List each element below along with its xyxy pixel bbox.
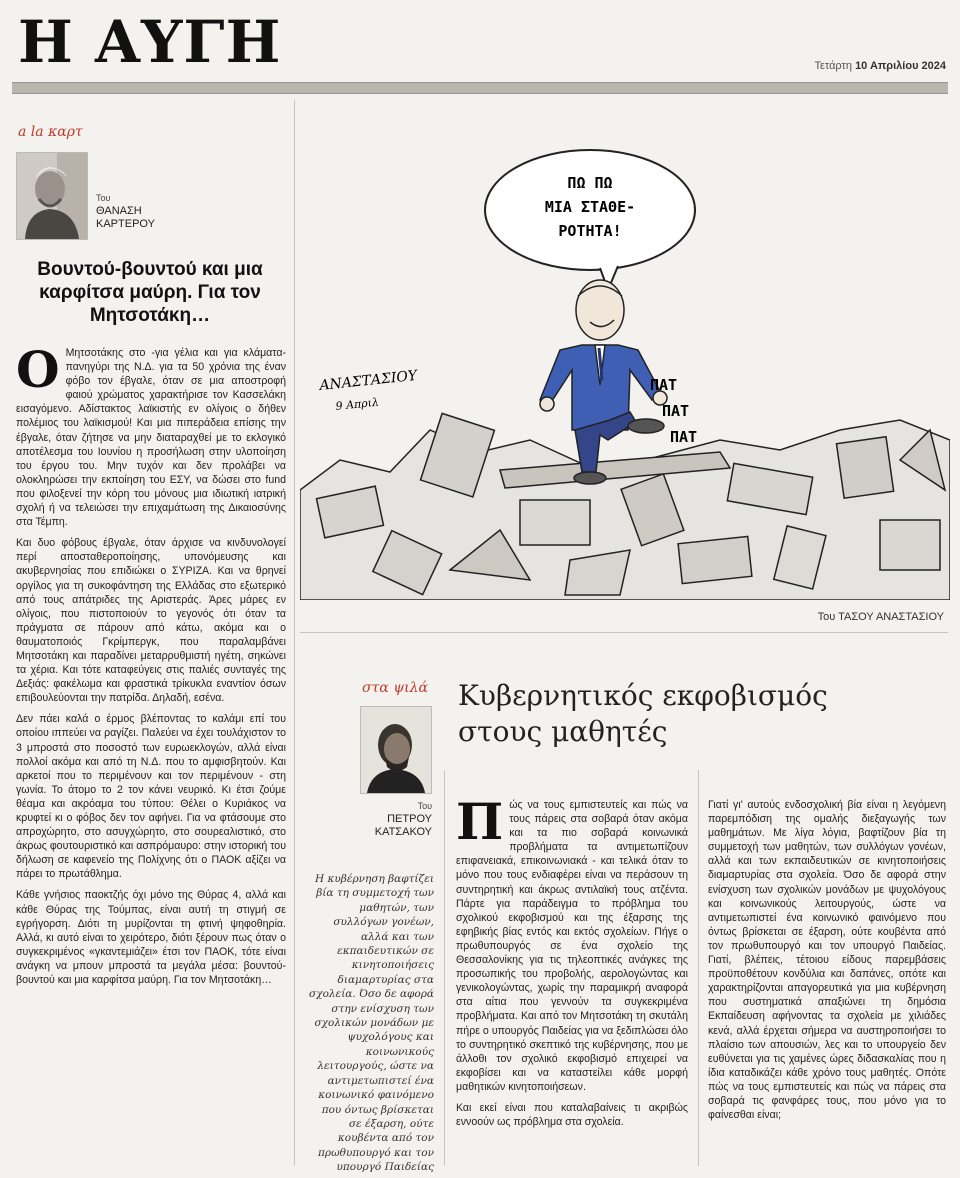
author-portrait	[16, 152, 88, 240]
right-paragraph-1	[456, 792, 688, 1094]
author-byline	[96, 192, 155, 231]
author-last-name: ΚΑΡΤΕΡΟΥ	[96, 218, 155, 230]
rubble-pile	[300, 413, 950, 600]
signature-name: ΑΝΑΣΤΑΣΙΟΥ	[318, 367, 418, 394]
date-rest: 10 Απριλίου 2024	[855, 60, 946, 72]
sound-line-2: ΠΑΤ	[662, 402, 690, 420]
speech-line-3: ΡΟΤΗΤΑ!	[558, 222, 622, 240]
credit-prefix: Του	[817, 611, 836, 623]
right-dropcap: Π	[456, 792, 504, 851]
cartoon-divider	[300, 632, 948, 633]
left-paragraph-3: Δεν πάει καλά ο έρμος βλέποντας το καλάμι επί του οποίου ιππεύει να ραγίζει. Παλεύει να έχει τουλάχιστον το 3 μπροστά στο ποσοστό των ευρωεκλογών, αλλά είναι πολλοί ακόμα και από τη Ν.Δ. που το αμφισβητούν. Και αρκετοί που το περιμένουν και τον περιμένουν - στη γωνία. Το άτομο το 2 τον κάνει νευρικό. Κι έτσι ζούμε θέαμα και ακρόαμα του τύπου: Θέλει ο Κυριάκος να κρυφτεί κι ο φόβος δεν τον αφήνει. Για να φτάσουμε στο απροχώρητο, στο ασυγχώρητο, στο σουρεαλιστικό, στο άκρως φουτουριστικό και ασπρόμαυρο: στην ιστορική του δήλωση σε καφενείο της Πολίχνης ότι ο ΠΑΟΚ αξίζει να πάρει το πρωτάθλημα.	[16, 713, 286, 881]
body-column-divider	[698, 770, 699, 1166]
byline-prefix: Του	[96, 193, 111, 203]
left-column-divider	[294, 100, 295, 1166]
right-author-first-name: ΠΕΤΡΟΥ	[387, 813, 432, 825]
sound-effect-text	[650, 376, 697, 446]
sound-line-3: ΠΑΤ	[670, 428, 698, 446]
date-day: Τετάρτη	[814, 60, 852, 72]
right-headline	[458, 678, 938, 750]
right-paragraph-3: Γιατί γι' αυτούς ενδοσχολική βία είναι η λεγόμενη παρεμπόδιση της ομαλής διεξαγωγής των μαθημάτων. Με λίγα λόγια, βαφτίζουν βία τη συμμετοχή των μαθητών, των συλλόγων γονέων, αλλά και των εκπαιδευτικών σε κινητοποιήσεις διαμαρτυρίας στα σχολεία. Όσο δε αφορά στην ενίσχυση των σχολικών μονάδων με ψυχολόγους και κοινωνικούς λειτουργούς, ώστε να αντιμετωπιστεί ένα κοινωνικό φαινόμενο που όντως βρίσκεται σε έξαρση, ούτε κουβέντα από τον πρωθυπουργό και τον υπουργό Παιδείας. Γιατί, βλέπεις, τέτοιου είδους παρεμβάσεις προϋποθέτουν κονδύλια και δαπάνες, οπότε και χαρακτηρίζονται απαγορευτικά για μια κυβέρνηση που συστηματικά απαξιώνει τη δημόσια Εκπαίδευση αφήνοντας τα σχολεία με χιλιάδες κενά, αλλά έρχεται σήμερα να αυστηροποιήσει το πλαίσιο των απουσιών, λες και το υπουργείο δεν ευθύνεται για τις χαμένες ώρες διδασκαλίας που η ίδια καταδικάζει κάθε χρόνο τους μαθητές. Οπότε πώς να τους εμπιστευτείς και πώς να πάρεις στα σοβαρά τις φανφάρες τους, που μόνο για το φαίνεσθαι είναι;	[708, 799, 946, 1122]
author-photo-icon	[17, 153, 87, 239]
left-paragraph-1	[16, 340, 286, 529]
signature-date: 9 Απριλ	[334, 395, 380, 413]
cartoon-credit	[818, 611, 944, 623]
right-paragraph-2: Και εκεί είναι που καταλαβαίνεις τι ακριβώς εννοούν ως πρόβλημα στα σχολεία.	[456, 1101, 688, 1129]
pull-quote: Η κυβέρνηση βαφτίζει βία τη συμμετοχή των μαθητών, των συλλόγων γονέων, αλλά και των εκπαιδευτικών σε κινητοποιήσεις διαμαρτυρίας στα σχολεία. Όσο δε αφορά στην ενίσχυση των σχολικών μονάδων με ψυχολόγους και κοινωνικούς λειτουργούς, ώστε να αντιμετωπιστεί ένα κοινωνικό φαινόμενο που όντως βρίσκεται σε έξαρση, ούτε κουβέντα από τον πρωθυπουργό και τον υπουργό Παιδείας	[309, 873, 434, 1174]
sound-line-1: ΠΑΤ	[650, 376, 678, 394]
credit-name: ΤΑΣΟΥ ΑΝΑΣΤΑΣΙΟΥ	[838, 611, 944, 623]
right-headline-line-1: Κυβερνητικός εκφοβισμός	[458, 679, 828, 712]
left-paragraph-2: Και δυο φόβους έβγαλε, όταν άρχισε να κινδυνολογεί περί αποσταθεροποίησης, υπονόμευσης και ακυβερνησίας που επιδιώκει ο ΣΥΡΙΖΑ. Και να θρηνεί οργίλος για τη συκοφάντηση της Ελλάδας στο εξωτερικό από τους απάτριδες της Αριστεράς. Άρες μάρες εν ολίγοις, που πιστοποιούν το γεγονός ότι όταν τα πράγματα σε πάρουν από κάτω, ακόμα και ο θαυματοποιός Γκρίμπεργκ, που παραλαμβάνει Μητσοτάκη και παραδίνει μεταρρυθμιστή ηγέτη, σηκώνει τα χέρια. Και τότε καταφεύγεις στις παλιές συνταγές της Δεξιάς: φακέλωμα και φραστικά τρίκυκλα εναντίον όσων επιβουλεύονται την πατρίδα. Δηλαδή, εσένα.	[16, 537, 286, 705]
left-paragraph-1-text: Μητσοτάκης στο -για γέλια και για κλάματα- πανηγύρι της Ν.Δ. για τα 50 χρόνια της έναν φόβο τον έβγαλε, όταν σε μια αποστροφή φαιού χρώματος χαρακτήρισε τον Κασσελάκη εισαγόμενο. Αδίστακτος λαϊκιστής εν ολίγοις ο δήθεν πολέμιος του λαϊκισμού! Και μια πιπεράδεια επίσης την έβγαλε, όταν ζήτησε να μην διαταραχθεί με το εκλογικό αποτέλεσμα του Ιουνίου η προσήλωση στην υλοποίηση του έργου του. Μην τυχόν και δεν προλάβει να ολοκληρώσει την εκποίηση του ΕΣΥ, να δώσει στο fund που φιλοξενεί την κόρη του μόνους μια ιδιωτική ιατρική σχολή ή να τελειώσει την επιχαμάτωση της Δικαιοσύνης στα Τέμπη.	[16, 347, 286, 529]
left-article-body	[16, 340, 286, 994]
left-dropcap: Ο	[16, 340, 60, 399]
left-headline: Βουντού-βουντού και μια καρφίτσα μαύρη. Για τον Μητσοτάκη…	[37, 259, 263, 326]
cartoon-illustration	[300, 100, 950, 600]
author-first-name: ΘΑΝΑΣΗ	[96, 205, 142, 217]
right-author-portrait	[360, 706, 432, 794]
left-paragraph-4: Κάθε γνήσιος παοκτζής όχι μόνο της Θύρας 4, αλλά και κάθε Θύρας της Τούμπας, είναι αυτή τη στιγμή σε εγρήγορση. Διότι τη μυρίζονται τη φτινή ψηφοθηρία. Αλλά, κι αυτό είναι το χειρότερο, διότι ξέρουν πως όταν ο συγκεκριμένος «γκαντεμιάζει» έτσι τον ΠΑΟΚ, τότε είναι ανάγκη να μπουν μπροστά τα μεγάλα μέσα: βουντού-βουντού και μια καρφίτσα μαύρη. Για τον Μητσοτάκη…	[16, 889, 286, 987]
dateline	[814, 60, 946, 72]
masthead-logo: Η ΑΥΓΗ	[18, 8, 282, 76]
right-author-byline	[370, 800, 432, 839]
right-author-last-name: ΚΑΤΣΑΚΟΥ	[374, 826, 432, 838]
right-author-photo-icon	[361, 707, 431, 793]
quote-divider	[444, 770, 445, 1166]
right-byline-prefix: Του	[417, 801, 432, 811]
column-kicker: a la καρτ	[18, 124, 83, 140]
right-article-col-1	[456, 792, 688, 1136]
speech-line-1: ΠΩ ΠΩ	[567, 174, 613, 192]
editorial-cartoon	[300, 100, 950, 600]
header-rule	[12, 82, 948, 94]
right-headline-line-2: στους μαθητές	[458, 715, 668, 748]
right-article-col-2	[708, 798, 946, 1129]
right-paragraph-1-text: ώς να τους εμπιστευτείς και πώς να τους πάρεις στα σοβαρά όταν ακόμα και τα πιο σοβαρά κοινωνικά προβλήματα τα αντιμετωπίζουν επιφανειακά, επικοινωνιακά - και τελικά όταν το μόνο που τους ενδιαφέρει είναι να περάσουν τη συντηρητική και άκρως αντιλαϊκή τους ατζέντα. Πάρτε για παράδειγμα το πρόβλημα του σχολικού εκφοβισμού και της έξαρσης της εφηβικής βίας εντός και εκτός σχολείων. Πήγε ο πρωθυπουργός σε ένα σχολείο της Θεσσαλονίκης για τις τηλεοπτικές ανάγκες της προσωπικής του προβολής, αερολογώντας και γενικολογώντας, χωρίς την παραμικρή αναφορά στα αίτια που γεννούν τα συγκεκριμένα προβλήματα. Και από τον Μητσοτάκη τη σκυτάλη πήρε ο υπουργός Παιδείας για να ξεδιπλώσει όλο το συντηρητικό σκεπτικό της κυβέρνησης, που με άλλοθι τον σχολικό εκφοβισμό επιχειρεί να εκφοβίσει και να καταστείλει κάθε μορφή μαθητικών κινητοποιήσεων.	[456, 799, 688, 1093]
cartoonist-signature	[317, 368, 420, 413]
speech-line-2: ΜΙΑ ΣΤΑΘΕ-	[544, 198, 636, 216]
right-kicker: στα ψιλά	[362, 680, 429, 696]
speech-bubble	[485, 150, 695, 290]
